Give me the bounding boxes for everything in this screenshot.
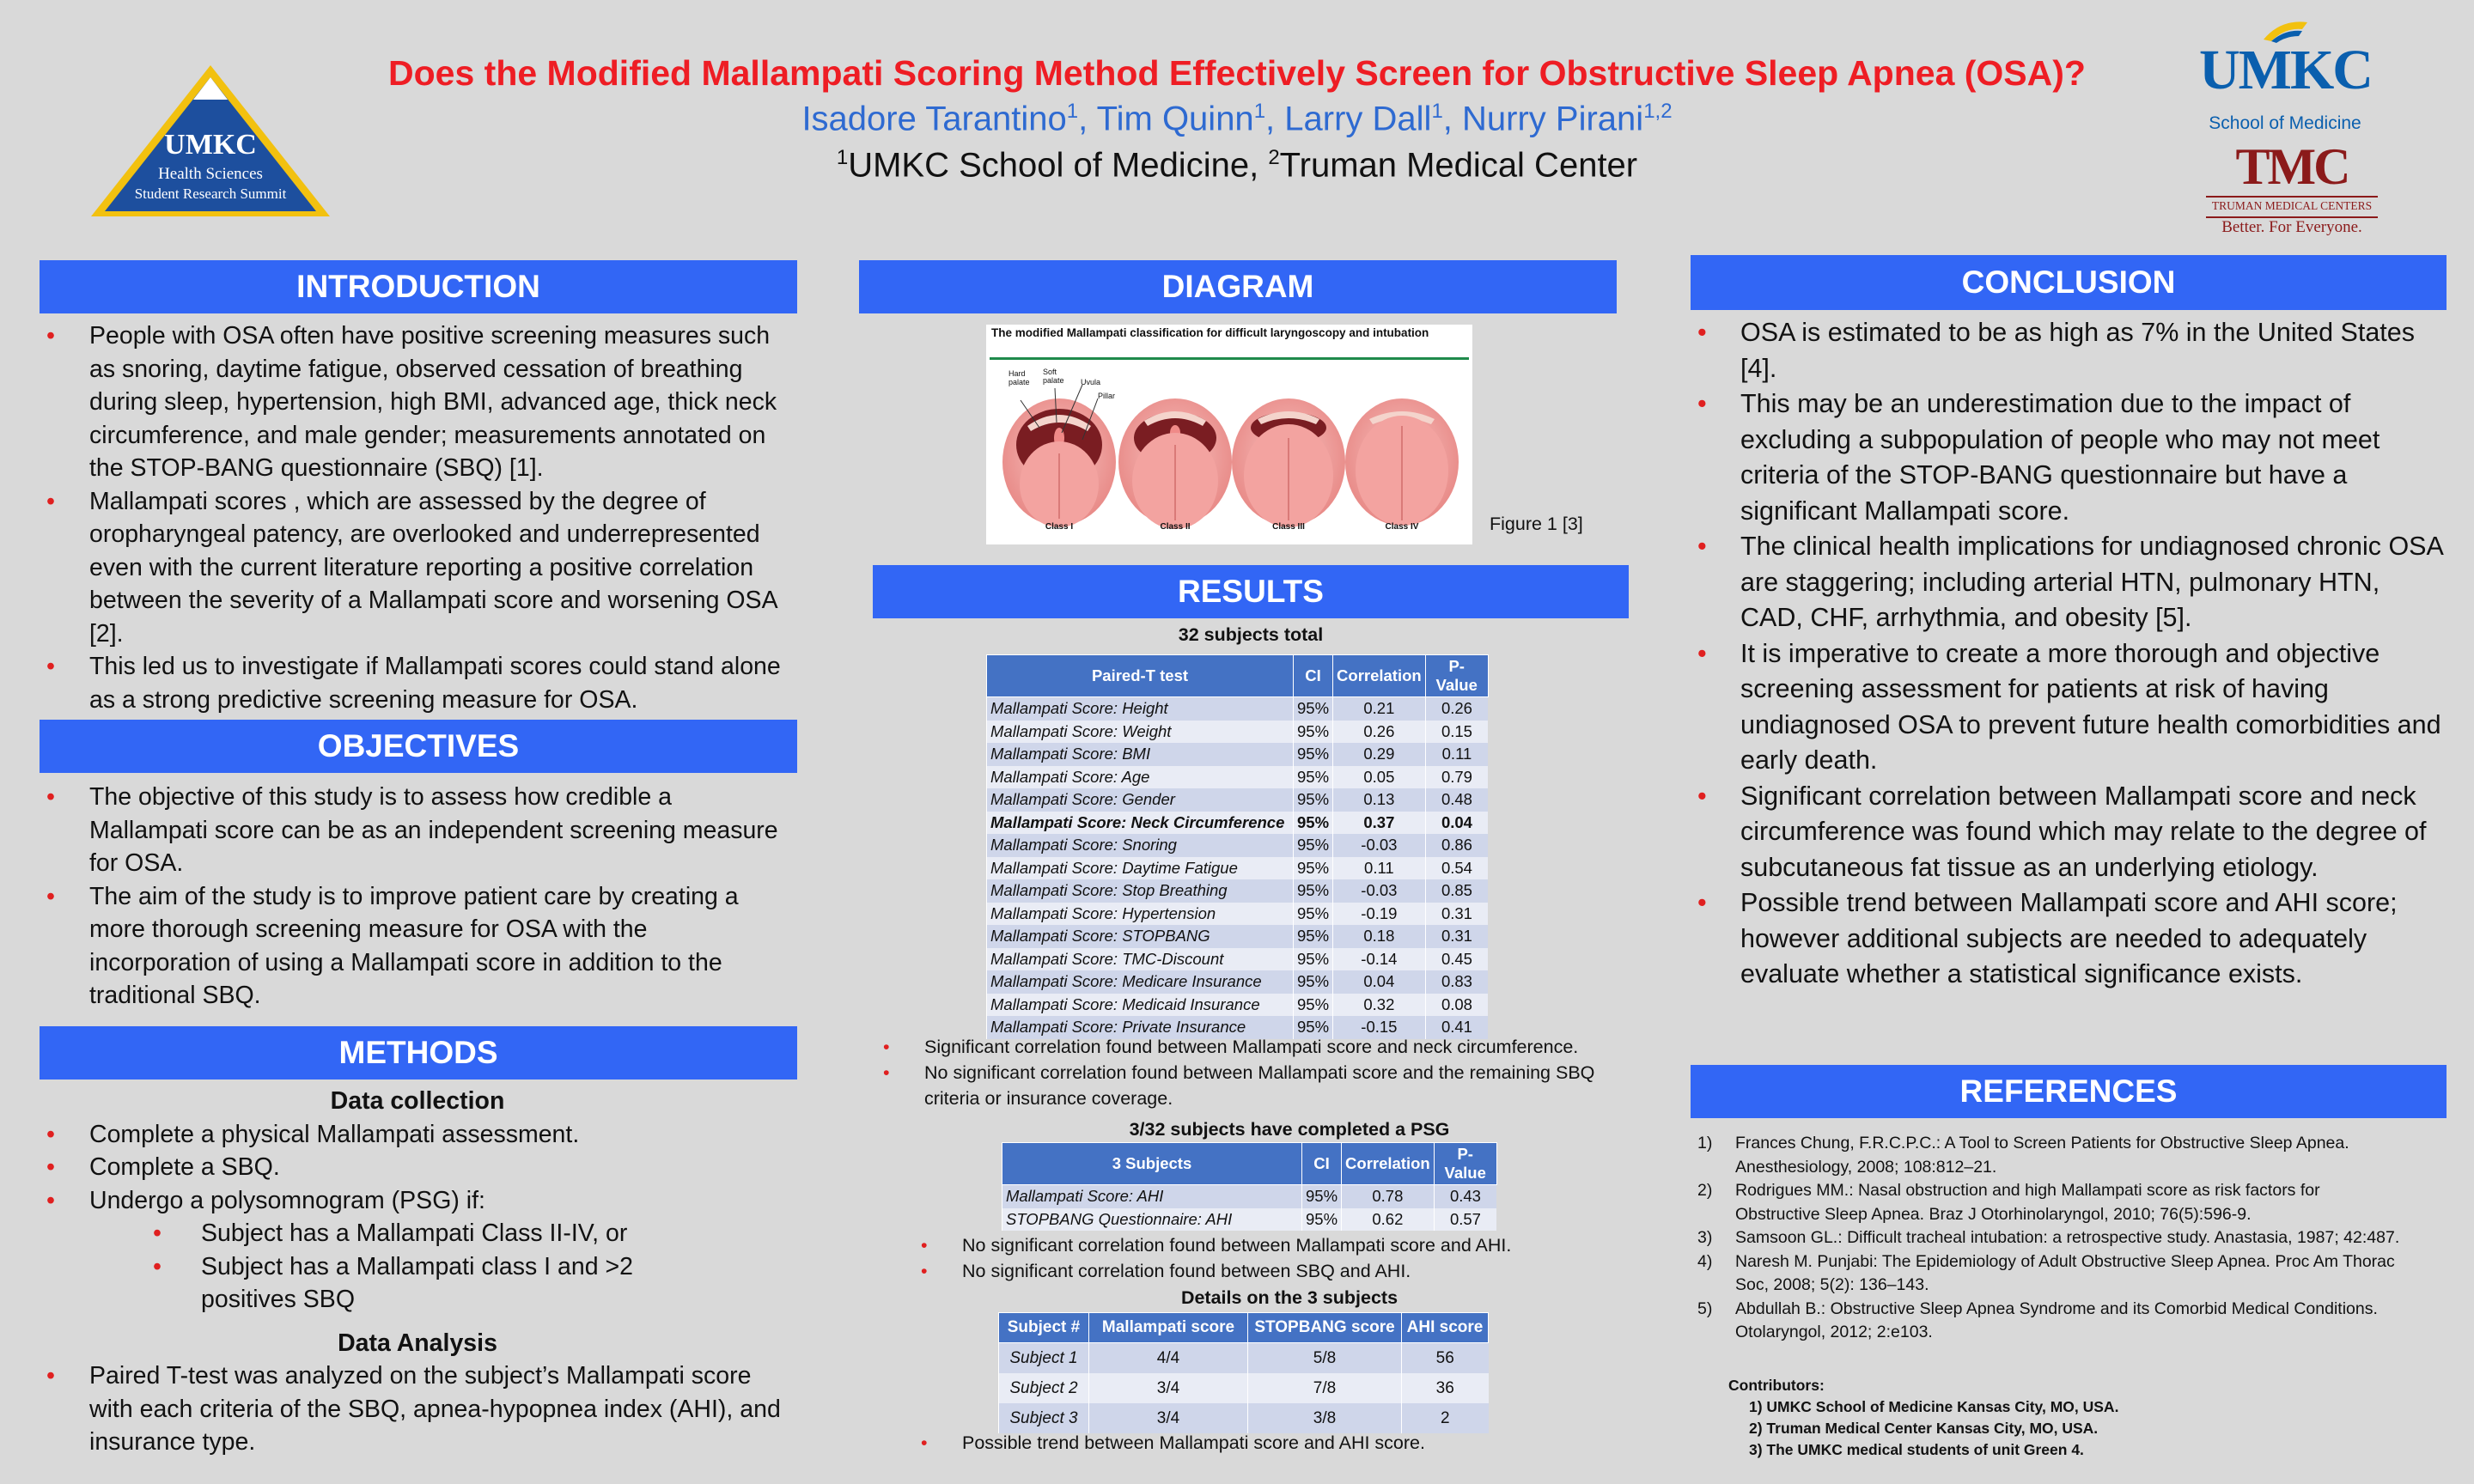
table-cell-value: 3/4 xyxy=(1089,1373,1248,1403)
table-cell-label: Mallampati Score: STOPBANG xyxy=(987,925,1294,948)
aff-number: 1 xyxy=(836,146,849,169)
table-row xyxy=(1002,1208,1497,1232)
conclusion-heading: CONCLUSION xyxy=(1691,255,2447,310)
class-label: Class I xyxy=(1045,522,1074,532)
table-cell-value: 7/8 xyxy=(1248,1373,1402,1403)
introduction-body xyxy=(40,319,795,716)
finding-bullet: • Significant correlation found between Mallampati score and neck circumference. xyxy=(873,1034,1629,1060)
table-cell-value: 0.31 xyxy=(1425,903,1488,926)
table-cell-label: Mallampati Score: TMC-Discount xyxy=(987,948,1294,971)
results-table-3 xyxy=(998,1312,1489,1433)
class-label: Class III xyxy=(1272,522,1305,532)
table-row xyxy=(987,948,1489,971)
table-row xyxy=(987,879,1489,903)
table3-header: AHI score xyxy=(1402,1313,1489,1343)
author-aff: 1 xyxy=(1066,100,1079,123)
tmc-logo-sub: TRUMAN MEDICAL CENTERS xyxy=(2211,199,2373,212)
table-cell-value: 0.78 xyxy=(1342,1185,1435,1208)
table3-header: STOPBANG score xyxy=(1248,1313,1402,1343)
table-cell-value: 36 xyxy=(1402,1373,1489,1403)
table-cell-label: Mallampati Score: Hypertension xyxy=(987,903,1294,926)
methods-heading: METHODS xyxy=(40,1026,797,1080)
objective-bullet: • The aim of the study is to improve patient care by creating a more thorough screening measure for OSA with the incorporation of using a Mallampati score in addition to the traditional SBQ. xyxy=(40,880,795,1013)
psg-sub-bullet: • Subject has a Mallampati class I and >2 positives SBQ xyxy=(40,1250,795,1317)
finding-bullet: • No significant correlation found between SBQ and AHI. xyxy=(911,1258,1667,1284)
table-cell-label: Mallampati Score: Age xyxy=(987,766,1294,789)
table-cell-value: 95% xyxy=(1302,1208,1342,1232)
subjects-total: 32 subjects total xyxy=(1178,624,1324,645)
conclusion-bullet: • OSA is estimated to be as high as 7% in the United States [4]. xyxy=(1691,315,2445,386)
table-cell-label: Subject 2 xyxy=(999,1373,1089,1403)
table-row xyxy=(987,834,1489,857)
table-row xyxy=(987,903,1489,926)
table-cell-value: 95% xyxy=(1294,721,1333,744)
table-cell-value: 0.29 xyxy=(1333,743,1426,766)
mouth-class-3-icon xyxy=(1232,398,1345,527)
table-cell-value: 95% xyxy=(1294,1016,1333,1039)
results-table-1 xyxy=(986,654,1489,1039)
psg-title: 3/32 subjects have completed a PSG xyxy=(1129,1119,1450,1140)
table-cell-value: 0.04 xyxy=(1333,970,1426,994)
affiliation-1: UMKC School of Medicine, xyxy=(848,146,1259,185)
table-cell-value: 95% xyxy=(1294,766,1333,789)
table-cell-value: 0.13 xyxy=(1333,788,1426,812)
table-cell-value: 0.57 xyxy=(1434,1208,1496,1232)
objective-bullet: • The objective of this study is to assess how credible a Mallampati score can be as an independent screening measure for OSA. xyxy=(40,781,795,880)
table-cell-label: Mallampati Score: Snoring xyxy=(987,834,1294,857)
table-cell-value: 0.26 xyxy=(1333,721,1426,744)
table1-header: P-Value xyxy=(1425,655,1488,697)
contributors-title: Contributors: xyxy=(1728,1377,1825,1394)
table-cell-value: 4/4 xyxy=(1089,1343,1248,1374)
contributor-item: 2) Truman Medical Center Kansas City, MO, USA. xyxy=(1749,1420,2099,1437)
table-cell-label: Mallampati Score: Height xyxy=(987,697,1294,721)
table-cell-value: 95% xyxy=(1294,925,1333,948)
poster-authors: Isadore Tarantino$^1$, Tim Quinn$^1$, Larry Dall$^1$, Nurry Pirani$^{1,2}$ xyxy=(801,100,1673,138)
intro-bullet: • Mallampati scores , which are assessed by the degree of oropharyngeal patency, are overlooked and underrepresented even with the current literature reporting a positive correlation between the severity of a Mallampati score and worsening OSA [2]. xyxy=(40,485,795,651)
author-name: Tim Quinn xyxy=(1096,100,1254,138)
mouth-class-1-icon xyxy=(1002,385,1116,527)
tmc-logo-divider xyxy=(2206,196,2378,198)
table1-header: CI xyxy=(1294,655,1333,697)
umkc-logo-sub: School of Medicine xyxy=(2209,113,2361,133)
table1-header: Correlation xyxy=(1333,655,1426,697)
table-cell-value: 95% xyxy=(1294,903,1333,926)
references-list xyxy=(1697,1132,2402,1345)
table2-header: 3 Subjects xyxy=(1002,1143,1302,1185)
conclusion-body xyxy=(1691,315,2445,993)
table-cell-value: 95% xyxy=(1294,743,1333,766)
table-cell-value: 0.15 xyxy=(1425,721,1488,744)
table-cell-value: 0.18 xyxy=(1333,925,1426,948)
table-cell-value: -0.03 xyxy=(1333,834,1426,857)
table-row xyxy=(987,697,1489,721)
conclusion-bullet: • This may be an underestimation due to the impact of excluding a subpopulation of people who may not meet criteria of the STOP-BANG questionnaire but have a significant Mallampati score. xyxy=(1691,386,2445,529)
methods-bullet: • Paired T-test was analyzed on the subject’s Mallampati score with each criteria of the SBQ, apnea-hypopnea index (AHI), and insurance type. xyxy=(40,1359,795,1459)
table-cell-value: 95% xyxy=(1294,834,1333,857)
table-cell-label: Mallampati Score: Neck Circumference xyxy=(987,812,1294,835)
annotation-hard-palate: Hard palate xyxy=(1008,369,1030,386)
introduction-heading: INTRODUCTION xyxy=(40,260,797,313)
table-row xyxy=(987,788,1489,812)
table-cell-value: 5/8 xyxy=(1248,1343,1402,1374)
results-table-2 xyxy=(1002,1142,1497,1231)
umkc-logo xyxy=(2199,17,2372,133)
author-name: Isadore Tarantino xyxy=(801,100,1067,138)
table3-header: Subject # xyxy=(999,1313,1089,1343)
table-cell-value: 0.85 xyxy=(1425,879,1488,903)
class-label: Class II xyxy=(1160,522,1191,532)
finding-bullet: • Possible trend between Mallampati score and AHI score. xyxy=(911,1430,1667,1456)
author-aff: 1,2 xyxy=(1643,100,1673,123)
annotation-soft-palate: Soft palate xyxy=(1043,368,1064,385)
table-cell-label: STOPBANG Questionnaire: AHI xyxy=(1002,1208,1302,1232)
aff-number: 2 xyxy=(1268,146,1280,169)
table-row xyxy=(987,721,1489,744)
table-cell-value: 0.21 xyxy=(1333,697,1426,721)
results-heading: RESULTS xyxy=(873,565,1629,618)
table-cell-value: 0.32 xyxy=(1333,994,1426,1017)
table-cell-label: Mallampati Score: Medicaid Insurance xyxy=(987,994,1294,1017)
table-cell-value: 0.31 xyxy=(1425,925,1488,948)
table1-header: Paired-T test xyxy=(987,655,1294,697)
finding-bullet: • No significant correlation found between Mallampati score and the remaining SBQ criteria or insurance coverage. xyxy=(873,1060,1629,1111)
table-cell-value: 0.79 xyxy=(1425,766,1488,789)
table2-header: CI xyxy=(1302,1143,1342,1185)
contributor-item: 3) The UMKC medical students of unit Green 4. xyxy=(1749,1441,2084,1458)
table-cell-value: -0.14 xyxy=(1333,948,1426,971)
table-row xyxy=(987,994,1489,1017)
table-cell-value: 0.08 xyxy=(1425,994,1488,1017)
table-cell-value: 95% xyxy=(1294,697,1333,721)
table-cell-label: Mallampati Score: BMI xyxy=(987,743,1294,766)
table-cell-value: 95% xyxy=(1302,1185,1342,1208)
contributor-item: 1) UMKC School of Medicine Kansas City, MO, USA. xyxy=(1749,1398,2119,1415)
summit-logo-title: UMKC xyxy=(164,129,257,161)
annotation-pillar: Pillar xyxy=(1098,392,1116,400)
table-cell-value: -0.03 xyxy=(1333,879,1426,903)
reference-item: Abdullah B.: Obstructive Sleep Apnea Syndrome and its Comorbid Medical Conditions. Otolaryngol, 2012; 2:e103. xyxy=(1735,1298,2378,1341)
annotation-uvula: Uvula xyxy=(1081,378,1101,386)
table-row xyxy=(987,857,1489,880)
table-cell-value: 0.48 xyxy=(1425,788,1488,812)
table-cell-value: 0.37 xyxy=(1333,812,1426,835)
author-aff: 1 xyxy=(1431,100,1443,123)
methods-bullet: • Undergo a polysomnogram (PSG) if: xyxy=(40,1184,795,1218)
methods-bullet: • Complete a physical Mallampati assessment. xyxy=(40,1118,795,1152)
table-cell-label: Mallampati Score: Medicare Insurance xyxy=(987,970,1294,994)
table-cell-label: Mallampati Score: AHI xyxy=(1002,1185,1302,1208)
table-cell-value: 0.11 xyxy=(1425,743,1488,766)
table-row xyxy=(987,970,1489,994)
psg-sub-bullet: • Subject has a Mallampati Class II-IV, or xyxy=(40,1217,795,1250)
tmc-logo xyxy=(2199,137,2385,240)
figure-title: The modified Mallampati classification for difficult laryngoscopy and intubation xyxy=(991,326,1429,339)
table-cell-value: -0.19 xyxy=(1333,903,1426,926)
contributors xyxy=(1728,1375,2330,1461)
table-row xyxy=(999,1373,1489,1403)
tmc-logo-brand: TMC xyxy=(2235,138,2349,195)
table-cell-value: 0.43 xyxy=(1434,1185,1496,1208)
mouth-class-4-icon xyxy=(1345,398,1459,526)
table-cell-value: -0.15 xyxy=(1333,1016,1426,1039)
table-cell-value: 0.41 xyxy=(1425,1016,1488,1039)
mouth-class-2-icon xyxy=(1118,398,1232,529)
mallampati-figure xyxy=(986,325,1472,544)
table-cell-value: 0.54 xyxy=(1425,857,1488,880)
findings-1 xyxy=(873,1034,1629,1111)
author-name: Nurry Pirani xyxy=(1462,100,1644,138)
table-cell-value: 0.86 xyxy=(1425,834,1488,857)
table-cell-value: 95% xyxy=(1294,812,1333,835)
references-heading: REFERENCES xyxy=(1691,1065,2447,1118)
tmc-logo-tagline: Better. For Everyone. xyxy=(2221,218,2362,236)
poster-affiliations xyxy=(258,146,2216,185)
table3-header: Mallampati score xyxy=(1089,1313,1248,1343)
reference-item: Naresh M. Punjabi: The Epidemiology of Adult Obstructive Sleep Apnea. Proc Am Thorac Soc, 2008; 5(2): 136–143. xyxy=(1735,1251,2395,1294)
table-cell-label: Mallampati Score: Daytime Fatigue xyxy=(987,857,1294,880)
table-cell-label: Subject 3 xyxy=(999,1403,1089,1433)
summit-logo-line3: Student Research Summit xyxy=(134,186,287,202)
table-row xyxy=(999,1343,1489,1374)
reference-item: Rodrigues MM.: Nasal obstruction and high Mallampati score as risk factors for Obstructive Sleep Apnea. Braz J Otorhinolaryngol, 2010; 76(5):596-9. xyxy=(1735,1181,2320,1224)
table-cell-value: 0.83 xyxy=(1425,970,1488,994)
table-cell-value: 0.62 xyxy=(1342,1208,1435,1232)
table-cell-value: 95% xyxy=(1294,970,1333,994)
conclusion-bullet: • It is imperative to create a more thorough and objective screening assessment for patients at risk of having undiagnosed OSA to prevent future health comorbidities and early death. xyxy=(1691,636,2445,779)
table-cell-value: 0.26 xyxy=(1425,697,1488,721)
table-cell-value: 0.11 xyxy=(1333,857,1426,880)
conclusion-bullet: • Possible trend between Mallampati score and AHI score; however additional subjects are needed to adequately evaluate whether a statistical significance exists. xyxy=(1691,885,2445,993)
class-label: Class IV xyxy=(1385,522,1419,532)
table-cell-label: Mallampati Score: Gender xyxy=(987,788,1294,812)
table-cell-value: 95% xyxy=(1294,994,1333,1017)
intro-bullet: • People with OSA often have positive screening measures such as snoring, daytime fatigue, observed cessation of breathing during sleep, hypertension, high BMI, advanced age, thick neck circumference, and male gender; measurements annotated on the STOP-BANG questionnaire (SBQ) [1]. xyxy=(40,319,795,485)
reference-item: Samsoon GL.: Difficult tracheal intubation: a retrospective study. Anastasia, 1987; 42:487. xyxy=(1735,1228,2400,1247)
finding-bullet: • No significant correlation found between Mallampati score and AHI. xyxy=(911,1232,1667,1258)
author-name: Larry Dall xyxy=(1284,100,1432,138)
data-collection-title: Data collection xyxy=(330,1087,505,1115)
table2-header: P-Value xyxy=(1434,1143,1496,1185)
intro-bullet: • This led us to investigate if Mallampati scores could stand alone as a strong predictive screening measure for OSA. xyxy=(40,650,795,716)
details-title: Details on the 3 subjects xyxy=(1180,1287,1398,1308)
table-cell-label: Subject 1 xyxy=(999,1343,1089,1374)
figure-caption: Figure 1 [3] xyxy=(1490,514,1583,534)
author-aff: 1 xyxy=(1253,100,1266,123)
table-cell-value: 0.45 xyxy=(1425,948,1488,971)
table-cell-value: 0.04 xyxy=(1425,812,1488,835)
affiliation-2: Truman Medical Center xyxy=(1279,146,1638,185)
table-row xyxy=(987,766,1489,789)
poster-title: Does the Modified Mallampati Scoring Method Effectively Screen for Obstructive Sleep Apnea (OSA)? xyxy=(388,53,2086,93)
methods-bullet: • Complete a SBQ. xyxy=(40,1151,795,1184)
table-cell-value: 95% xyxy=(1294,948,1333,971)
table-cell-label: Mallampati Score: Stop Breathing xyxy=(987,879,1294,903)
table-row xyxy=(999,1403,1489,1433)
objectives-heading: OBJECTIVES xyxy=(40,720,797,773)
table-cell-value: 95% xyxy=(1294,788,1333,812)
umkc-logo-brand: UMKC xyxy=(2199,39,2372,101)
table-cell-label: Mallampati Score: Weight xyxy=(987,721,1294,744)
findings-2 xyxy=(911,1232,1667,1284)
methods-body xyxy=(40,1085,795,1459)
diagram-heading: DIAGRAM xyxy=(859,260,1617,313)
table-row xyxy=(987,743,1489,766)
objectives-body xyxy=(40,781,795,1013)
table-cell-label: Mallampati Score: Private Insurance xyxy=(987,1016,1294,1039)
table-row xyxy=(987,812,1489,835)
reference-item: Frances Chung, F.R.C.P.C.: A Tool to Screen Patients for Obstructive Sleep Apnea. Anesthesiology, 2008; 108:812–21. xyxy=(1735,1134,2349,1177)
table-cell-value: 95% xyxy=(1294,857,1333,880)
table-cell-value: 95% xyxy=(1294,879,1333,903)
table-cell-value: 2 xyxy=(1402,1403,1489,1433)
summit-logo-line2: Health Sciences xyxy=(158,165,263,183)
table-cell-value: 3/8 xyxy=(1248,1403,1402,1433)
table-cell-value: 3/4 xyxy=(1089,1403,1248,1433)
table-cell-value: 0.05 xyxy=(1333,766,1426,789)
table-cell-value: 56 xyxy=(1402,1343,1489,1374)
conclusion-bullet: • The clinical health implications for undiagnosed chronic OSA are staggering; including arterial HTN, pulmonary HTN, CAD, CHF, arrhythmia, and obesity [5]. xyxy=(1691,529,2445,636)
data-analysis-title: Data Analysis xyxy=(338,1329,497,1357)
conclusion-bullet: • Significant correlation between Mallampati score and neck circumference was found which may relate to the degree of subcutaneous fat tissue as an underlying etiology. xyxy=(1691,779,2445,886)
findings-3 xyxy=(911,1430,1667,1456)
table2-header: Correlation xyxy=(1342,1143,1435,1185)
table-row xyxy=(1002,1185,1497,1208)
mouth-illustrations xyxy=(986,325,1472,544)
table-row xyxy=(987,925,1489,948)
